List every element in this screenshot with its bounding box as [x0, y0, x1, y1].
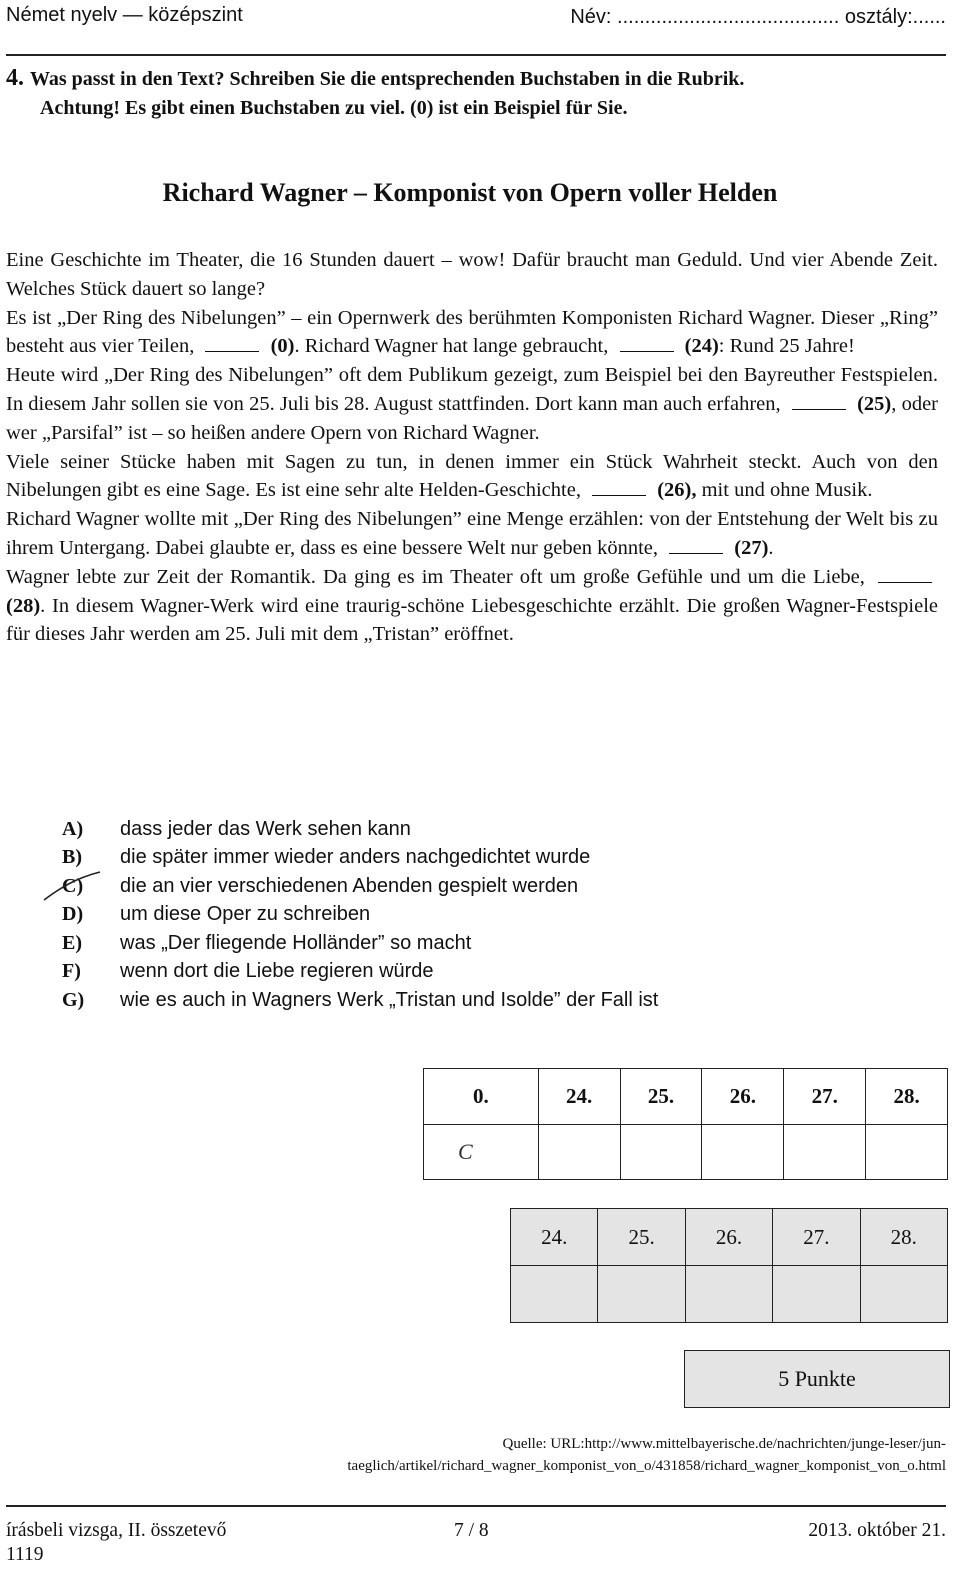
gap-0-blank: [205, 333, 259, 352]
gap-25-blank: [792, 391, 846, 410]
exam-date: 2013. október 21.: [808, 1520, 946, 1541]
score-cell-27: [773, 1266, 860, 1323]
subject-label: Német nyelv — középszint: [6, 4, 243, 26]
task-instructions: [6, 64, 946, 123]
gap-0-label: (0): [270, 335, 295, 358]
option-g: G) wie es auch in Wagners Werk „Tristan und Isolde” der Fall ist: [62, 988, 659, 1011]
gap-26-blank: [592, 477, 646, 496]
source-line-2: taeglich/artikel/richard_wagner_komponist_von_o/431858/richard_wagner_komponist_von_o.html: [347, 1458, 946, 1474]
answer-cell-0: C: [424, 1124, 539, 1180]
points-box: 5 Punkte: [684, 1350, 950, 1408]
option-d: D) um diese Oper zu schreiben: [62, 903, 371, 926]
answer-header-0: 0.: [424, 1069, 539, 1125]
answer-header-25: 25.: [620, 1069, 702, 1125]
score-cell-28: [860, 1266, 947, 1323]
exam-part-label: írásbeli vizsga, II. összetevő: [6, 1520, 227, 1541]
gap-28-blank: [878, 564, 932, 583]
answer-header-24: 24.: [538, 1069, 620, 1125]
paragraph-4: Viele seiner Stücke haben mit Sagen zu tun, in denen immer ein Stück Wahrheit steckt. Auch von den Nibelungen gibt es eine Sage. Es ist eine sehr alte Helden-Geschichte, (26), mit und ohne Musik.: [6, 450, 938, 502]
task-number: 4.: [6, 65, 24, 91]
paragraph-2: Es ist „Der Ring des Nibelungen” – ein Opernwerk des berühmten Komponisten Richard Wagner. Dieser „Ring” besteht aus vier Teilen, (0). Richard Wagner hat lange gebraucht, (24): Rund 25 Jahre!: [6, 306, 938, 358]
gap-26-label: (26),: [657, 479, 697, 502]
task-line-1: Was passt in den Text? Schreiben Sie die entsprechenden Buchstaben in die Rubrik.: [30, 68, 745, 90]
gap-24-label: (24): [684, 335, 719, 358]
score-table: [510, 1208, 948, 1323]
answer-header-26: 26.: [702, 1069, 784, 1125]
answer-cell-27[interactable]: [784, 1124, 866, 1180]
task-line-2: Achtung! Es gibt einen Buchstaben zu viel. (0) ist ein Beispiel für Sie.: [40, 97, 628, 119]
answer-table: [423, 1068, 948, 1180]
page-number: 7 / 8: [454, 1520, 489, 1541]
gap-28-label: (28): [6, 594, 41, 617]
answer-header-27: 27.: [784, 1069, 866, 1125]
name-class-field: Név: ........................................ osztály:......: [570, 6, 946, 28]
answer-cell-25[interactable]: [620, 1124, 702, 1180]
score-header-25: 25.: [598, 1209, 685, 1266]
score-header-24: 24.: [511, 1209, 598, 1266]
answer-header-28: 28.: [866, 1069, 948, 1125]
text-title: Richard Wagner – Komponist von Opern voller Helden: [162, 178, 778, 207]
answer-cell-28[interactable]: [866, 1124, 948, 1180]
source-citation: [347, 1433, 946, 1477]
score-header-26: 26.: [685, 1209, 772, 1266]
gap-25-label: (25): [857, 392, 892, 415]
paragraph-3: Heute wird „Der Ring des Nibelungen” oft dem Publikum gezeigt, zum Beispiel bei den Bayreuther Festspielen. In diesem Jahr sollen sie von 25. Juli bis 28. August stattfinden. Dort kann man auch erfahren, (25), oder wer „Parsifal” ist – so heißen andere Opern von Richard Wagner.: [6, 364, 939, 444]
option-e: E) was „Der fliegende Holländer” so macht: [62, 931, 472, 954]
answer-cell-24[interactable]: [538, 1124, 620, 1180]
option-f: F) wenn dort die Liebe regieren würde: [62, 960, 434, 983]
gap-24-blank: [620, 333, 674, 352]
page-header: [6, 0, 946, 38]
footer-divider: [6, 1505, 946, 1507]
header-divider: [6, 54, 946, 56]
option-a: A) dass jeder das Werk sehen kann: [62, 817, 411, 840]
score-header-27: 27.: [773, 1209, 860, 1266]
crossed-out-mark-icon: [40, 870, 110, 902]
reading-text: [6, 246, 938, 649]
gap-27-label: (27): [734, 536, 769, 559]
score-cell-24: [511, 1266, 598, 1323]
option-b: B) die später immer wieder anders nachgedichtet wurde: [62, 846, 591, 869]
answer-options: [62, 815, 658, 1015]
paragraph-5: Richard Wagner wollte mit „Der Ring des Nibelungen” eine Menge erzählen: von der Entstehung der Welt bis zu ihrem Untergang. Dabei glaubte er, dass es eine bessere Welt nur geben könnte, (27).: [6, 508, 938, 559]
answer-cell-26[interactable]: [702, 1124, 784, 1180]
score-header-28: 28.: [860, 1209, 947, 1266]
gap-27-blank: [669, 535, 723, 554]
paragraph-1: Eine Geschichte im Theater, die 16 Stunden dauert – wow! Dafür braucht man Geduld. Und vier Abende Zeit. Welches Stück dauert so lange?: [6, 249, 938, 300]
option-c: C) die an vier verschiedenen Abenden gespielt werden: [62, 872, 658, 901]
score-cell-26: [685, 1266, 772, 1323]
exam-code: 1119: [6, 1544, 44, 1565]
score-cell-25: [598, 1266, 685, 1323]
source-line-1: Quelle: URL:http://www.mittelbayerische.de/nachrichten/junge-leser/jun-: [502, 1436, 946, 1452]
paragraph-6: Wagner lebte zur Zeit der Romantik. Da ging es im Theater oft um große Gefühle und um die Liebe, (28). In diesem Wagner-Werk wird eine traurig-schöne Liebesgeschichte erzählt. Die großen Wagner-Festspiele für dieses Jahr werden am 25. Juli mit dem „Tristan” eröffnet.: [6, 565, 938, 646]
